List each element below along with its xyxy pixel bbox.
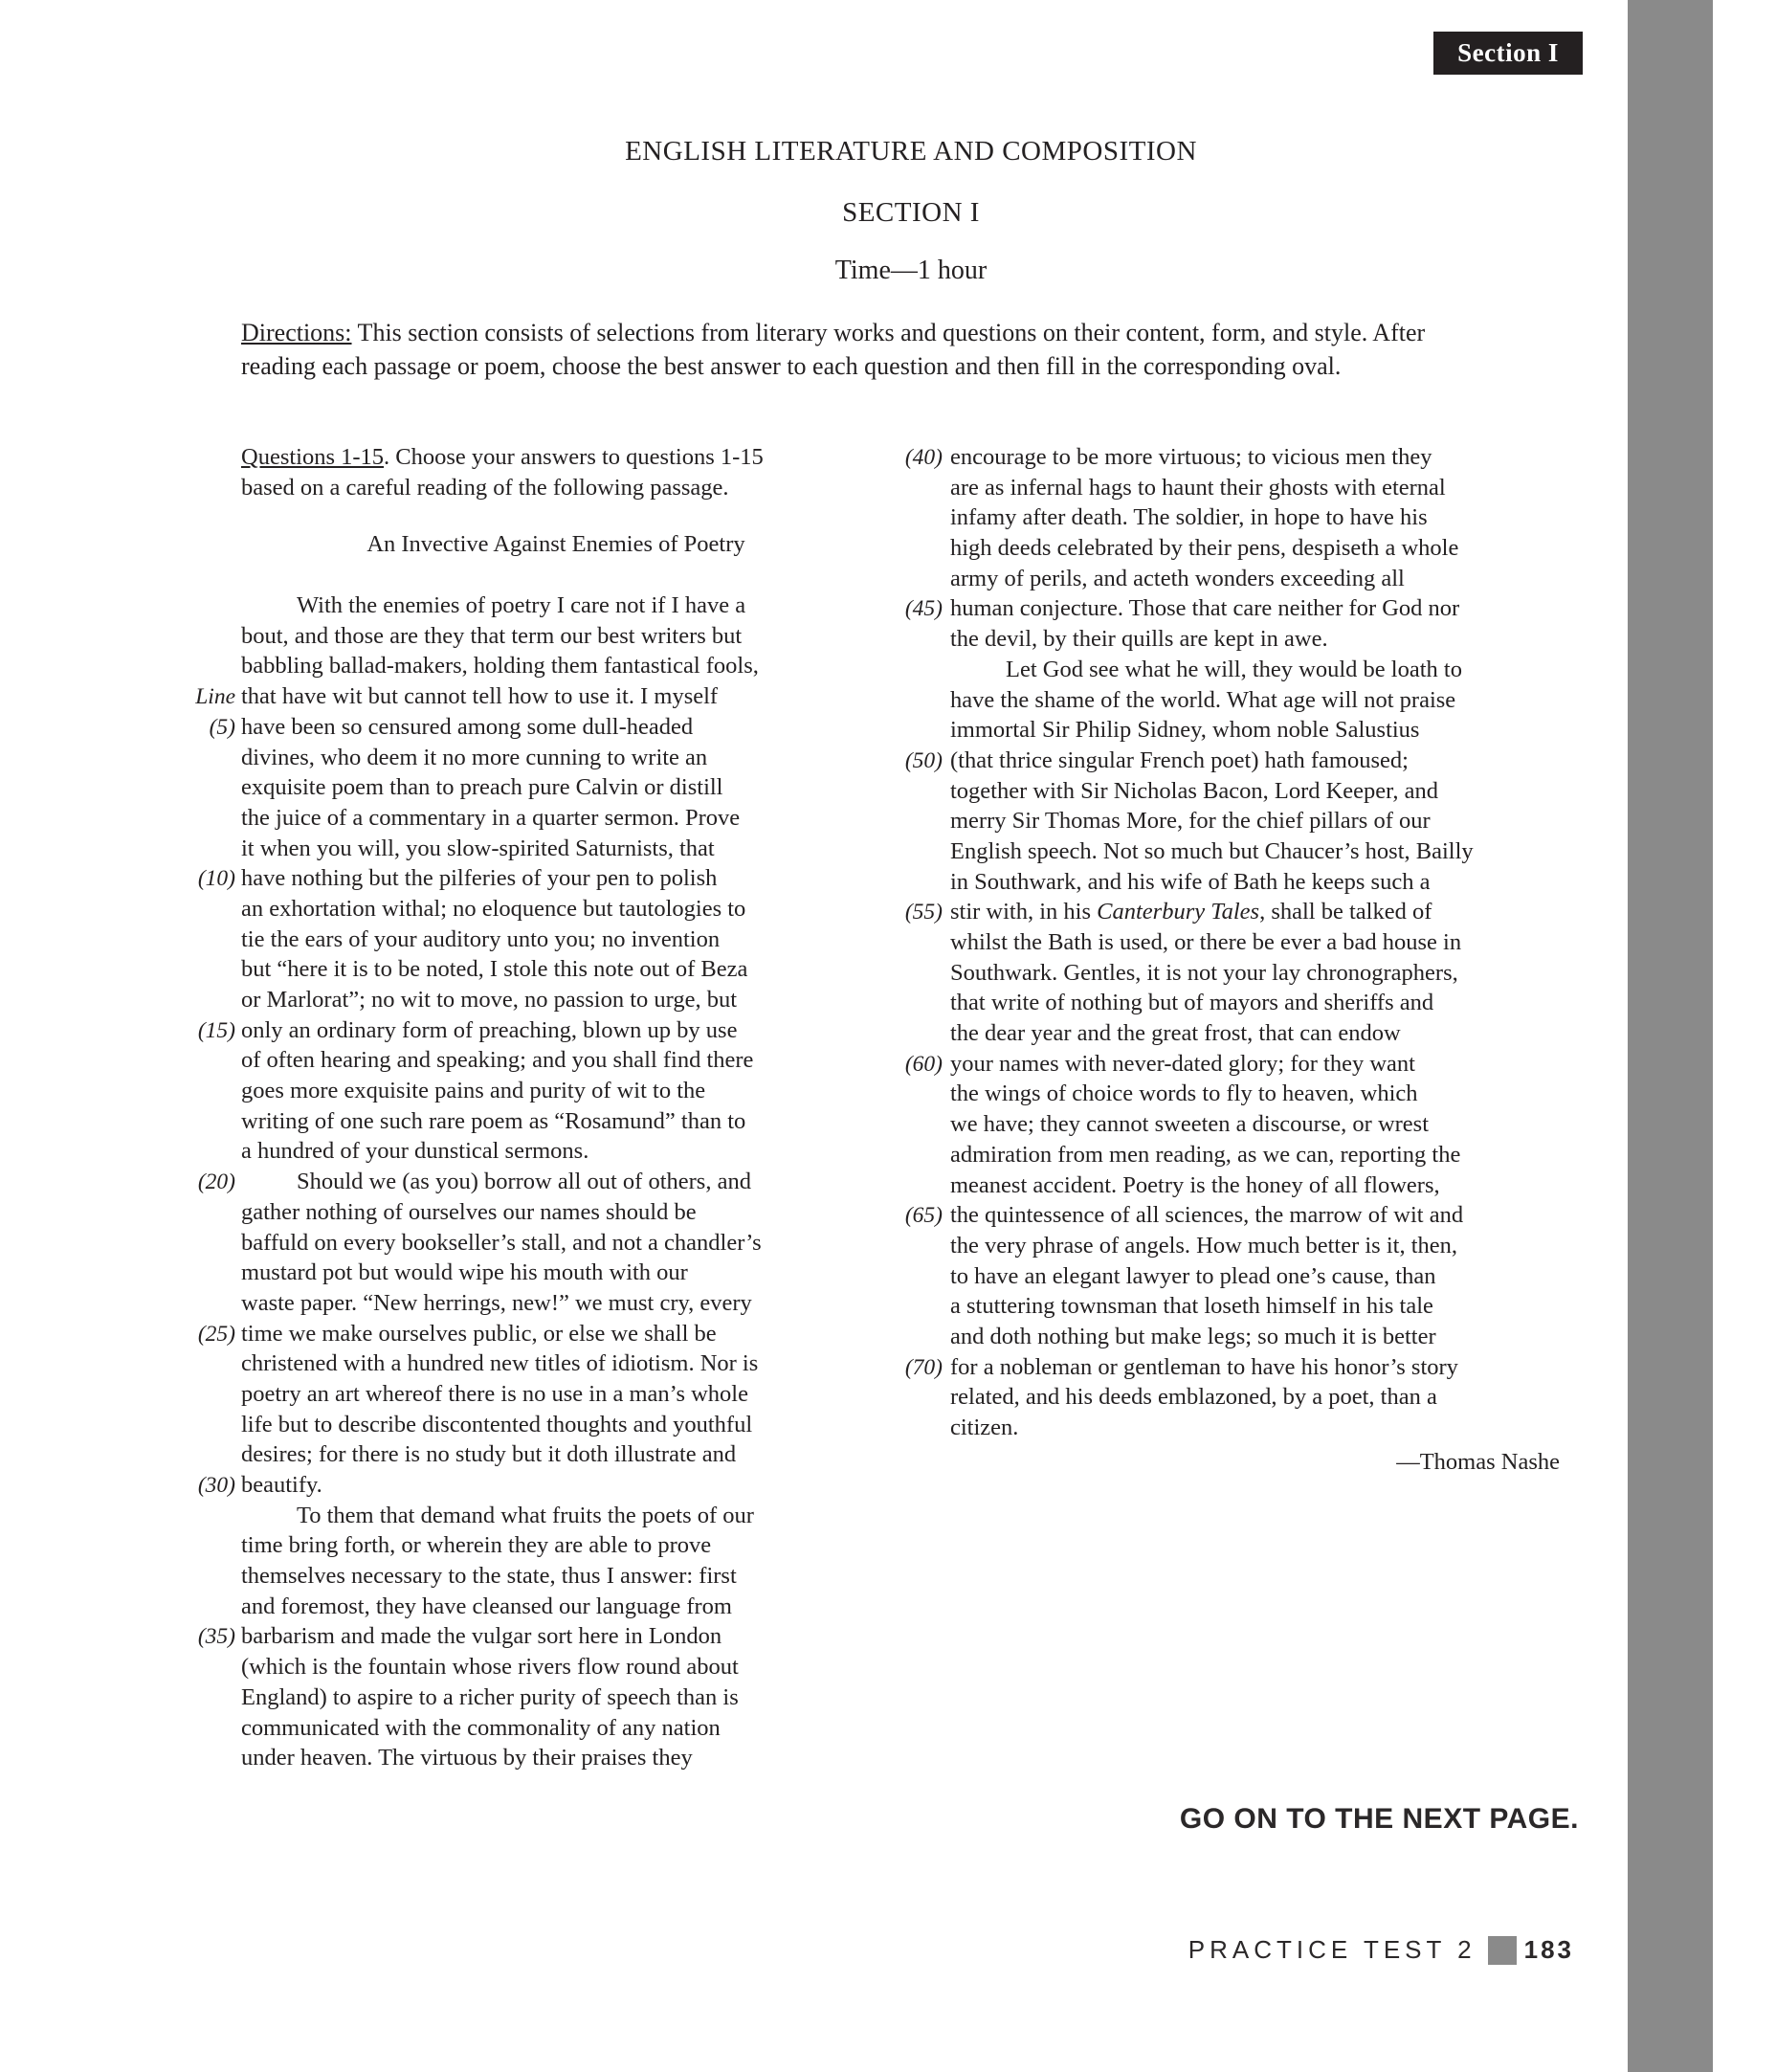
passage-line <box>189 473 871 503</box>
passage-line <box>189 1530 871 1561</box>
line-text <box>241 1258 688 1288</box>
line-text <box>950 1079 1418 1109</box>
passage-line <box>189 743 871 773</box>
line-text <box>241 1379 748 1410</box>
line-text <box>241 319 1425 346</box>
underlined-label: Directions: <box>241 319 352 346</box>
text-run: writing of one such rare poem as “Rosamund” than to <box>241 1107 746 1134</box>
passage-line <box>189 712 871 743</box>
line-text <box>241 1410 752 1440</box>
line-text <box>950 746 1409 776</box>
text-run: , shall be talked of <box>1259 899 1432 925</box>
passage-line <box>883 806 1569 836</box>
text-run: barbarism and made the vulgar sort here in London <box>241 1623 722 1650</box>
passage-line <box>189 1592 871 1622</box>
line-text <box>241 743 707 773</box>
passage-line <box>883 836 1569 867</box>
line-text <box>241 1106 745 1137</box>
exam-title: ENGLISH LITERATURE AND COMPOSITION <box>625 136 1197 167</box>
passage-line <box>189 651 871 681</box>
text-run: mustard pot but would wipe his mouth with our <box>241 1259 688 1286</box>
line-number: (5) <box>209 714 235 740</box>
line-text <box>950 655 1462 685</box>
line-text <box>950 806 1431 836</box>
underlined-label: Questions 1-15 <box>241 444 385 470</box>
text-run: the dear year and the great frost, that can endow <box>950 1020 1401 1047</box>
text-run: merry Sir Thomas More, for the chief pillars of our <box>950 808 1431 835</box>
text-run: English speech. Not so much but Chaucer’s host, Bailly <box>950 837 1474 864</box>
line-text <box>950 502 1428 533</box>
text-run: gather nothing of ourselves our names should be <box>241 1198 697 1225</box>
line-text <box>241 1167 751 1197</box>
line-number: (30) <box>197 1473 235 1498</box>
line-text <box>241 954 747 985</box>
text-run: meanest accident. Poetry is the honey of all flowers, <box>950 1171 1440 1198</box>
passage-line <box>883 442 1569 473</box>
line-text <box>950 867 1430 898</box>
passage-line <box>189 954 871 985</box>
passage-line <box>189 1106 871 1137</box>
line-text <box>950 715 1419 746</box>
practice-test-label: PRACTICE TEST 2 <box>1188 1935 1476 1964</box>
passage-line <box>189 925 871 955</box>
page-marker-square-icon <box>1488 1936 1517 1965</box>
section-tab <box>1433 32 1583 75</box>
section-tab-label: Section I <box>1457 38 1559 67</box>
time-limit: Time—1 hour <box>834 256 988 285</box>
line-text <box>950 564 1405 594</box>
passage-line <box>883 1231 1569 1261</box>
line-text <box>241 1530 711 1561</box>
italic-text: Canterbury Tales <box>1097 899 1260 925</box>
line-number: (55) <box>904 900 943 925</box>
text-run: desires; for there is no study but it doth illustrate and <box>241 1441 737 1468</box>
passage-line <box>189 985 871 1015</box>
line-text <box>241 1439 736 1470</box>
text-run: a stuttering townsman that loseth himself in his tale <box>950 1293 1433 1320</box>
passage-line <box>883 746 1569 776</box>
line-text <box>241 1621 722 1652</box>
text-run: are as infernal hags to haunt their ghosts with eternal <box>950 474 1446 501</box>
text-run: immortal Sir Philip Sidney, whom noble Salustius <box>950 717 1420 744</box>
passage-line <box>883 1049 1569 1080</box>
text-run: baffuld on every bookseller’s stall, and not a chandler’s <box>241 1229 762 1256</box>
line-text <box>950 1049 1415 1080</box>
passage-line <box>883 958 1569 989</box>
passage-line <box>189 681 871 712</box>
text-run: life but to describe discontented thoughts and youthful <box>241 1411 753 1437</box>
text-run: and doth nothing but make legs; so much it is better <box>950 1323 1436 1349</box>
passage-line <box>189 1288 871 1319</box>
line-text <box>241 1470 322 1501</box>
text-run: army of perils, and acteth wonders exceeding all <box>950 565 1405 591</box>
text-run: babbling ballad-makers, holding them fantastical fools, <box>241 653 759 680</box>
text-run: reading each passage or poem, choose the best answer to each question and then fill in the corresponding oval. <box>241 352 1342 380</box>
page-edge-bar <box>1628 0 1713 2072</box>
line-text <box>950 1170 1440 1201</box>
text-run: related, and his deeds emblazoned, by a poet, than a <box>950 1384 1437 1411</box>
text-run: that write of nothing but of mayors and sheriffs and <box>950 990 1434 1016</box>
line-text <box>241 681 718 712</box>
passage-line <box>189 1348 871 1379</box>
passage-line <box>189 1258 871 1288</box>
passage-line <box>189 863 871 894</box>
question-range-intro <box>189 442 871 502</box>
line-text <box>241 352 1341 380</box>
passage-line <box>883 1322 1569 1352</box>
text-run: only an ordinary form of preaching, blown up by use <box>241 1016 738 1043</box>
passage-line <box>189 1228 871 1259</box>
text-run: high deeds celebrated by their pens, despiseth a whole <box>950 535 1459 562</box>
text-run: England) to aspire to a richer purity of speech than is <box>241 1683 739 1710</box>
line-text <box>241 772 723 803</box>
text-run: admiration from men reading, as we can, reporting the <box>950 1141 1461 1168</box>
line-text <box>241 590 745 621</box>
passage-line <box>883 867 1569 898</box>
line-text <box>950 1231 1457 1261</box>
line-text <box>241 712 693 743</box>
passage-line <box>883 1291 1569 1322</box>
line-text <box>950 1200 1463 1231</box>
passage-column-right <box>883 442 1569 1477</box>
passage-line <box>883 1170 1569 1201</box>
passage-line <box>883 1413 1569 1443</box>
text-run: your names with never-dated glory; for they want <box>950 1050 1415 1077</box>
passage-line <box>883 564 1569 594</box>
text-run: stir with, in his <box>950 899 1098 925</box>
passage-line <box>189 1682 871 1713</box>
text-run: together with Sir Nicholas Bacon, Lord Keeper, and <box>950 777 1438 804</box>
passage-line <box>883 655 1569 685</box>
passage-line <box>189 1501 871 1531</box>
line-text <box>241 1136 588 1167</box>
line-text <box>950 897 1432 927</box>
text-run: themselves necessary to the state, thus I answer: first <box>241 1563 737 1590</box>
passage-line <box>189 1621 871 1652</box>
passage-line <box>189 834 871 864</box>
passage-line <box>883 1200 1569 1231</box>
text-run: the very phrase of angels. How much better is it, then, <box>950 1232 1458 1259</box>
text-run: the juice of a commentary in a quarter sermon. Prove <box>241 804 741 831</box>
passage-line <box>189 1136 871 1167</box>
line-text <box>241 985 737 1015</box>
passage-line <box>189 1652 871 1682</box>
passage-line <box>189 1167 871 1197</box>
text-run: time we make ourselves public, or else we shall be <box>241 1320 717 1347</box>
line-text <box>950 624 1328 655</box>
line-text <box>241 621 742 652</box>
line-text <box>241 1228 762 1259</box>
passage-line <box>241 349 1590 383</box>
passage-line <box>883 1018 1569 1049</box>
passage-line <box>189 1076 871 1106</box>
passage-line <box>189 1713 871 1744</box>
text-run: of often hearing and speaking; and you shall find there <box>241 1047 754 1074</box>
text-run: This section consists of selections from literary works and questions on their content, form, and style. After <box>351 319 1426 346</box>
passage-line <box>883 988 1569 1018</box>
text-run: human conjecture. Those that care neither for God nor <box>950 595 1460 622</box>
directions-paragraph <box>241 316 1590 383</box>
line-number: (15) <box>197 1017 235 1043</box>
line-text <box>950 1322 1436 1352</box>
passage-line <box>189 590 871 621</box>
text-run: communicated with the commonality of any nation <box>241 1714 721 1741</box>
line-text <box>241 444 764 470</box>
passage-column-left <box>189 442 871 1773</box>
passage-line <box>883 776 1569 807</box>
text-run: to have an elegant lawyer to plead one’s cause, than <box>950 1262 1436 1289</box>
passage-line <box>883 502 1569 533</box>
passage-line <box>883 685 1569 716</box>
text-run: have nothing but the pilferies of your pen to polish <box>241 865 718 892</box>
line-number: (40) <box>904 445 943 470</box>
line-text <box>950 1109 1429 1140</box>
line-text <box>950 1382 1437 1413</box>
text-run: exquisite poem than to preach pure Calvin or distill <box>241 774 723 801</box>
line-text <box>241 803 740 834</box>
line-text <box>241 834 715 864</box>
line-text <box>950 776 1438 807</box>
line-text <box>241 863 717 894</box>
line-text <box>241 1319 717 1349</box>
line-text <box>950 1413 1018 1443</box>
passage-line <box>189 621 871 652</box>
passage-title: An Invective Against Enemies of Poetry <box>366 531 745 558</box>
line-text <box>241 1592 732 1622</box>
text-run: time bring forth, or wherein they are able to prove <box>241 1532 712 1559</box>
line-text <box>241 1652 739 1682</box>
section-heading: SECTION I <box>842 197 980 228</box>
text-run: the wings of choice words to fly to heaven, which <box>950 1081 1418 1107</box>
line-text <box>950 927 1461 958</box>
text-run: With the enemies of poetry I care not if I have a <box>297 592 746 619</box>
line-text <box>241 1501 754 1531</box>
line-text <box>950 1291 1433 1322</box>
line-text <box>241 651 759 681</box>
passage-line <box>883 927 1569 958</box>
passage-line <box>241 316 1590 349</box>
page-footer <box>1188 1935 1574 1965</box>
text-run: the quintessence of all sciences, the marrow of wit and <box>950 1202 1464 1229</box>
passage-line <box>189 1439 871 1470</box>
passage-line <box>189 803 871 834</box>
text-run: waste paper. “New herrings, new!” we must cry, every <box>241 1289 752 1316</box>
text-run: but “here it is to be noted, I stole this note out of Beza <box>241 956 748 983</box>
text-run: in Southwark, and his wife of Bath he keeps such a <box>950 868 1431 895</box>
text-run: have been so censured among some dull-headed <box>241 713 694 740</box>
text-run: and foremost, they have cleansed our language from <box>241 1593 732 1619</box>
passage-line <box>189 1197 871 1228</box>
text-run: have the shame of the world. What age will not praise <box>950 686 1456 713</box>
passage-line <box>883 897 1569 927</box>
page-headings <box>241 136 1581 286</box>
line-text <box>950 958 1458 989</box>
passage-line <box>883 593 1569 624</box>
text-run: Let God see what he will, they would be loath to <box>1006 656 1462 682</box>
passage-line <box>189 772 871 803</box>
line-text <box>241 1197 697 1228</box>
line-text <box>241 1288 752 1319</box>
text-run: whilst the Bath is used, or there be ever a bad house in <box>950 929 1462 955</box>
text-run: encourage to be more virtuous; to vicious men they <box>950 444 1432 470</box>
passage-line <box>883 624 1569 655</box>
text-run: tie the ears of your auditory unto you; no invention <box>241 925 721 952</box>
line-text <box>950 1261 1436 1292</box>
passage-line <box>189 442 871 473</box>
line-text <box>241 925 720 955</box>
text-run: under heaven. The virtuous by their praises they <box>241 1745 693 1771</box>
passage-line <box>883 1140 1569 1170</box>
text-run: beautify. <box>241 1472 322 1498</box>
passage-line <box>189 1045 871 1076</box>
line-number: (20) <box>197 1170 235 1195</box>
text-run: an exhortation withal; no eloquence but tautologies to <box>241 895 746 922</box>
text-run: the devil, by their quills are kept in awe. <box>950 626 1328 653</box>
line-text <box>241 1561 737 1592</box>
line-text <box>950 836 1474 867</box>
line-text <box>950 1352 1458 1383</box>
text-run: it when you will, you slow-spirited Saturnists, that <box>241 835 715 861</box>
passage-line <box>883 1079 1569 1109</box>
passage-line <box>883 1261 1569 1292</box>
line-number: (35) <box>197 1624 235 1650</box>
line-text <box>241 1015 737 1046</box>
line-text <box>950 1140 1460 1170</box>
text-run: based on a careful reading of the following passage. <box>241 474 729 501</box>
text-run: that have wit but cannot tell how to use it. I myself <box>241 683 719 710</box>
line-number: (45) <box>904 596 943 622</box>
line-text <box>950 593 1459 624</box>
line-text <box>241 1045 753 1076</box>
text-run: . Choose your answers to questions 1-15 <box>384 444 764 470</box>
line-number: (60) <box>904 1051 943 1077</box>
text-run: (that thrice singular French poet) hath famoused; <box>950 746 1409 773</box>
go-on-instruction: GO ON TO THE NEXT PAGE. <box>1179 1803 1579 1835</box>
passage-line <box>883 1109 1569 1140</box>
passage-line <box>883 1352 1569 1383</box>
text-run: poetry an art whereof there is no use in a man’s whole <box>241 1380 748 1407</box>
passage-body-left <box>189 590 871 1773</box>
text-run: Should we (as you) borrow all out of others, and <box>297 1169 751 1195</box>
text-run: christened with a hundred new titles of idiotism. Nor is <box>241 1350 759 1377</box>
passage-line <box>189 1015 871 1046</box>
line-number: Line <box>195 684 235 710</box>
passage-body-right <box>883 442 1569 1443</box>
text-run: or Marlorat”; no wit to move, no passion to urge, but <box>241 987 738 1013</box>
line-text <box>950 473 1446 503</box>
text-run: goes more exquisite pains and purity of wit to the <box>241 1078 706 1104</box>
line-text <box>241 1713 721 1744</box>
line-number: (50) <box>904 747 943 773</box>
text-run: infamy after death. The soldier, in hope to have his <box>950 504 1428 531</box>
passage-line <box>189 1379 871 1410</box>
line-number: (65) <box>904 1203 943 1229</box>
line-text <box>950 442 1432 473</box>
passage-line <box>189 1319 871 1349</box>
text-run: divines, who deem it no more cunning to write an <box>241 744 708 770</box>
text-run: Southwark. Gentles, it is not your lay chronographers, <box>950 959 1458 986</box>
line-text <box>950 533 1458 564</box>
line-text <box>950 1018 1401 1049</box>
line-number: (25) <box>197 1321 235 1347</box>
passage-line <box>189 894 871 925</box>
text-run: To them that demand what fruits the poets of our <box>297 1502 754 1528</box>
passage-line <box>883 533 1569 564</box>
line-text <box>950 988 1433 1018</box>
line-text <box>241 1348 758 1379</box>
passage-line <box>189 1743 871 1773</box>
passage-line <box>189 1470 871 1501</box>
passage-line <box>883 473 1569 503</box>
line-text <box>241 1076 705 1106</box>
text-run: for a nobleman or gentleman to have his honor’s story <box>950 1353 1458 1380</box>
author-attribution: —Thomas Nashe <box>1396 1448 1560 1475</box>
line-text <box>950 685 1455 716</box>
passage-line <box>189 1410 871 1440</box>
text-run: bout, and those are they that term our best writers but <box>241 622 743 649</box>
line-text <box>241 475 729 501</box>
text-run: (which is the fountain whose rivers flow round about <box>241 1654 739 1681</box>
line-number: (70) <box>904 1354 943 1380</box>
passage-line <box>189 1561 871 1592</box>
line-text <box>241 894 745 925</box>
line-text <box>241 1743 693 1773</box>
passage-line <box>883 1382 1569 1413</box>
passage-line <box>883 715 1569 746</box>
text-run: we have; they cannot sweeten a discourse, or wrest <box>950 1111 1430 1138</box>
line-number: (10) <box>197 866 235 892</box>
page-number: 183 <box>1523 1935 1574 1964</box>
text-run: citizen. <box>950 1415 1019 1440</box>
text-run: a hundred of your dunstical sermons. <box>241 1138 589 1165</box>
line-text <box>241 1682 739 1713</box>
